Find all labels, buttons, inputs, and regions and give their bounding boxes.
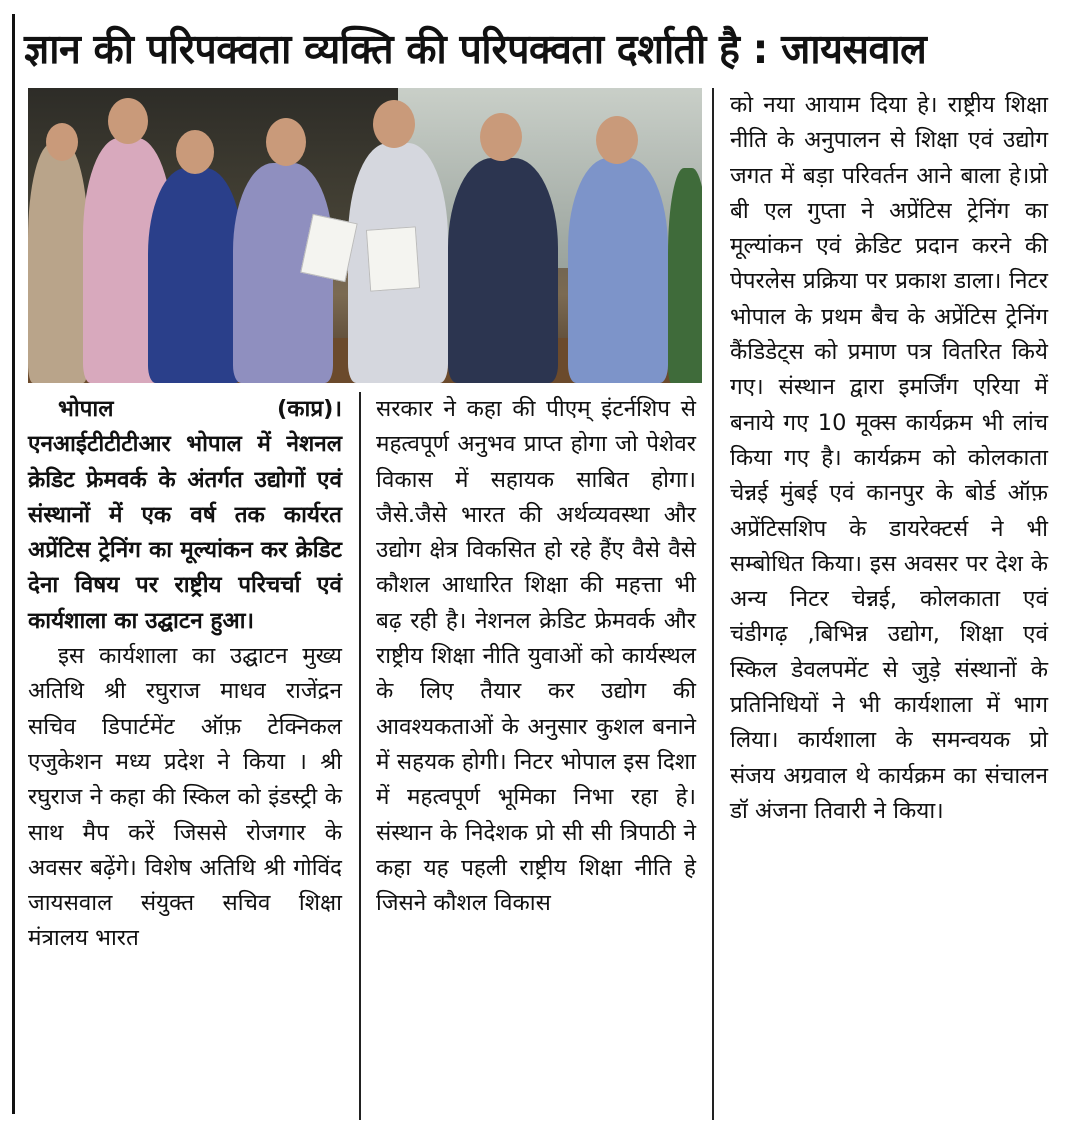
- body-paragraph: सरकार ने कहा की पीएम् इंटर्नशिप से महत्वपूर्ण अनुभव प्राप्त होगा जो पेशेवर विकास में सहायक साबित होगा। जैसे.जैसे भारत की अर्थव्यवस्था और उद्योग क्षेत्र विकसित हो रहे हैंए वैसे वैसे कौशल आधारित शिक्षा की महत्ता भी बढ़ रही है। नेशनल क्रेडिट फ्रेमवर्क और राष्ट्रीय शिक्षा नीति युवाओं को कार्यस्थल के लिए तैयार कर उद्योग की आवश्यकताओं के अनुसार कुशल बनाने में सहयक होगी। निटर भोपाल इस दिशा में महत्वपूर्ण भूमिका निभा रहा हे। संस्थान के निदेशक प्रो सी सी त्रिपाठी ने कहा यह पहली राष्ट्रीय शिक्षा नीति हे जिसने कौशल विकास: [376, 396, 696, 917]
- article-column-1: [28, 392, 342, 957]
- photo-person: [148, 168, 243, 383]
- news-photo: [28, 88, 702, 383]
- column-divider: [712, 88, 714, 1120]
- photo-person-head: [176, 130, 214, 174]
- headline: ज्ञान की परिपक्वता व्यक्ति की परिपक्वता दर्शाती है : जायसवाल: [24, 25, 927, 73]
- dateline-place: भोपाल: [58, 396, 114, 422]
- body-paragraph: इस कार्यशाला का उद्घाटन मुख्य अतिथि श्री रघुराज माधव राजेंद्रन सचिव डिपार्टमेंट ऑफ़ टेक्निकल एजुकेशन मध्य प्रदेश ने किया । श्री रघुराज ने कहा की स्किल को इंडस्ट्री के साथ मैप करें जिससे रोजगार के अवसर बढ़ेंगे। विशेष अतिथि श्री गोविंद जायसवाल संयुक्त सचिव शिक्षा मंत्रालय भारत: [28, 643, 342, 952]
- article-column-2: [376, 392, 696, 921]
- photo-person-head: [373, 100, 415, 148]
- left-border-rule: [12, 14, 15, 1114]
- photo-person: [28, 143, 88, 383]
- photo-person-head: [46, 123, 78, 161]
- photo-person-head: [108, 98, 148, 144]
- photo-person-head: [480, 113, 522, 161]
- body-paragraph: को नया आयाम दिया हे। राष्ट्रीय शिक्षा नीति के अनुपालन से शिक्षा एवं उद्योग जगत में बड़ा परिवर्तन आने बाला हे।प्रो बी एल गुप्ता ने अप्रेंटिस ट्रेनिंग का मूल्यांकन एवं क्रेडिट प्रदान करने की पेपरलेस प्रक्रिया पर प्रकाश डाला। निटर भोपाल के प्रथम बैच के अप्रेंटिस ट्रेनिंग कैंडिडेट्स को प्रमाण पत्र वितरित किये गए। संस्थान द्वारा इमर्जिंग एरिया में बनाये गए 10 मूक्स कार्यक्रम भी लांच किया गए है। कार्यक्रम को कोलकाता चेन्नई मुंबई एवं कानपुर के बोर्ड ऑफ़ अप्रेंटिसशिप के डायरेक्टर्स ने भी सम्बोधित किया। इस अवसर पर देश के अन्य निटर चेन्नई, कोलकाता एवं चंडीगढ़ ,बिभिन्न उद्योग, शिक्षा एवं स्किल डेवलपमेंट से जुड़े संस्थानों के प्रतिनिधियों ने भी कार्यशाला में भाग लिया। कार्यशाला के समन्वयक प्रो संजय अग्रवाल थे कार्यक्रम का संचालन डॉ अंजना तिवारी ने किया।: [730, 92, 1048, 824]
- article-column-3: [730, 88, 1048, 829]
- photo-person-head: [596, 116, 638, 164]
- dateline: [28, 392, 342, 427]
- photo-person-head: [266, 118, 306, 166]
- dateline-agency: (काप्र)।: [276, 396, 342, 422]
- photo-person: [568, 158, 668, 383]
- photo-person: [448, 158, 558, 383]
- column-divider: [359, 392, 361, 1120]
- photo-certificate: [366, 226, 420, 291]
- photo-person: [668, 168, 702, 383]
- lead-paragraph: एनआईटीटीटीआर भोपाल में नेशनल क्रेडिट फ्रेमवर्क के अंतर्गत उद्योगों एवं संस्थानों में एक वर्ष तक कार्यरत अप्रेंटिस ट्रेनिंग का मूल्यांकन कर क्रेडिट देना विषय पर राष्ट्रीय परिचर्चा एवं कार्यशाला का उद्घाटन हुआ।: [28, 431, 342, 634]
